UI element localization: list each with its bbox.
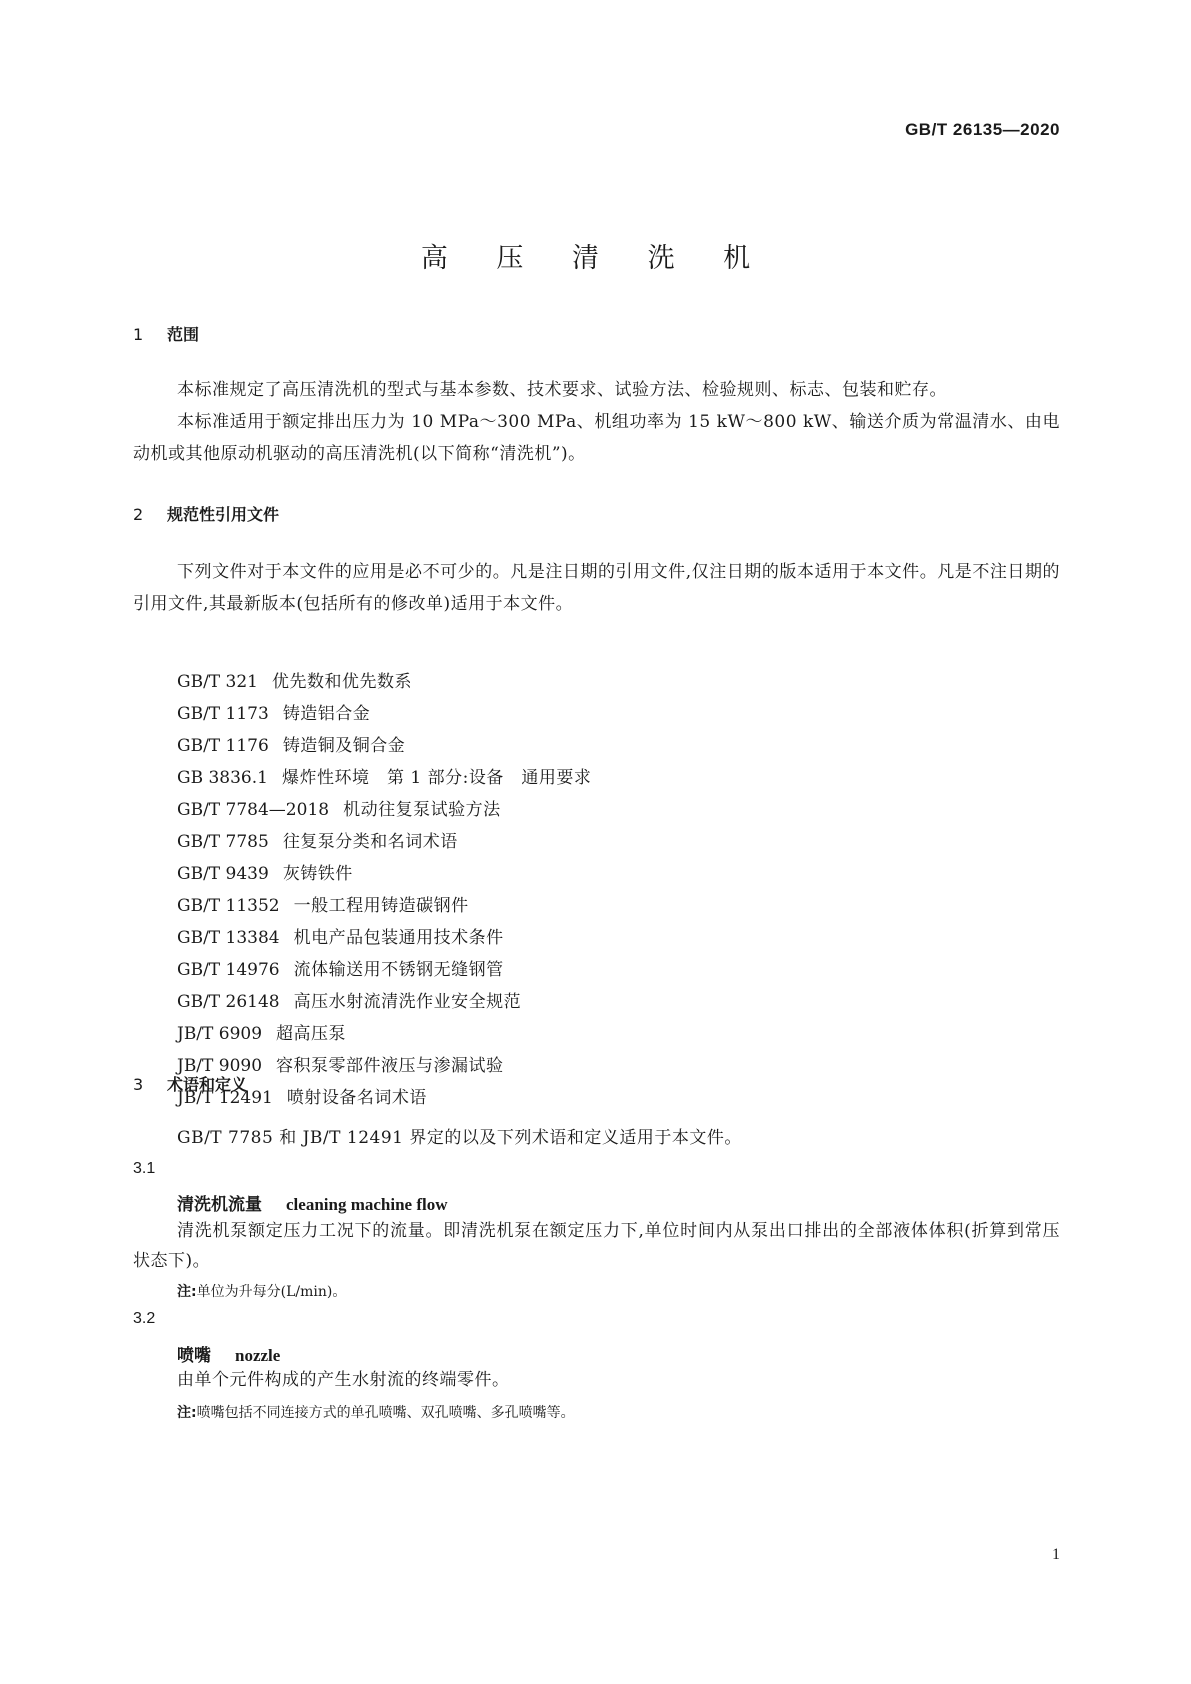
reference-title: 高压水射流清洗作业安全规范 — [293, 992, 522, 1012]
reference-item — [177, 1018, 1057, 1050]
section-number: 1 — [133, 325, 144, 344]
document-title: 高 压 清 洗 机 — [420, 243, 771, 274]
term-definition: 清洗机泵额定压力工况下的流量。即清洗机泵在额定压力下,单位时间内从泵出口排出的全部液体体积(折算到常压状态下)。 — [133, 1221, 1060, 1271]
section-number: 2 — [133, 505, 144, 524]
note-label: 注: — [177, 1405, 197, 1421]
standard-number: GB/T 26135—2020 — [905, 120, 1060, 139]
reference-title: 爆炸性环境 第 1 部分:设备 通用要求 — [281, 768, 592, 788]
term-heading — [177, 1341, 280, 1366]
reference-code: GB 3836.1 — [177, 768, 268, 788]
reference-code: JB/T 12491 — [177, 1088, 273, 1108]
term-note — [177, 1402, 575, 1422]
reference-item — [177, 858, 1057, 890]
section-1-heading — [133, 322, 199, 345]
references-intro: 下列文件对于本文件的应用是必不可少的。凡是注日期的引用文件,仅注日期的版本适用于本文件。凡是不注日期的引用文件,其最新版本(包括所有的修改单)适用于本文件。 — [133, 562, 1060, 614]
reference-code: GB/T 1173 — [177, 704, 269, 724]
note-text: 喷嘴包括不同连接方式的单孔喷嘴、双孔喷嘴、多孔喷嘴等。 — [196, 1405, 575, 1421]
reference-code: GB/T 11352 — [177, 896, 280, 916]
section-title: 术语和定义 — [167, 1075, 248, 1094]
scope-paragraph-1: 本标准规定了高压清洗机的型式与基本参数、技术要求、试验方法、检验规则、标志、包装和贮存。 — [177, 380, 947, 400]
reference-item — [177, 954, 1057, 986]
reference-code: GB/T 14976 — [177, 960, 280, 980]
reference-item — [177, 698, 1057, 730]
reference-title: 机电产品包装通用技术条件 — [293, 928, 504, 948]
reference-title: 往复泵分类和名词术语 — [282, 832, 458, 852]
reference-item — [177, 794, 1057, 826]
reference-item — [177, 1050, 1057, 1082]
reference-code: JB/T 9090 — [177, 1056, 263, 1076]
term-number: 3.2 — [133, 1310, 156, 1327]
reference-code: GB/T 13384 — [177, 928, 280, 948]
reference-title: 喷射设备名词术语 — [286, 1088, 427, 1108]
reference-code: GB/T 7784—2018 — [177, 800, 330, 820]
reference-title: 一般工程用铸造碳钢件 — [293, 896, 469, 916]
section-title: 范围 — [167, 325, 200, 344]
reference-code: GB/T 26148 — [177, 992, 280, 1012]
note-text: 单位为升每分(L/min)。 — [196, 1284, 347, 1300]
reference-item — [177, 922, 1057, 954]
reference-title: 铸造铝合金 — [282, 704, 371, 724]
term-en: cleaning machine flow — [286, 1195, 448, 1214]
reference-item — [177, 762, 1057, 794]
reference-title: 流体输送用不锈钢无缝钢管 — [293, 960, 504, 980]
term-heading — [177, 1190, 448, 1215]
reference-item — [177, 730, 1057, 762]
section-title: 规范性引用文件 — [167, 505, 280, 524]
reference-item — [177, 826, 1057, 858]
reference-list — [177, 666, 1057, 1114]
page-number: 1 — [1052, 1546, 1060, 1563]
term-zh: 清洗机流量 — [177, 1195, 262, 1215]
reference-item — [177, 1082, 1057, 1114]
term-note — [177, 1281, 346, 1301]
section-2-heading — [133, 502, 279, 525]
term-zh: 喷嘴 — [177, 1346, 211, 1366]
reference-item — [177, 890, 1057, 922]
reference-code: GB/T 321 — [177, 672, 258, 692]
reference-code: GB/T 1176 — [177, 736, 269, 756]
section-number: 3 — [133, 1075, 144, 1094]
reference-title: 铸造铜及铜合金 — [282, 736, 406, 756]
reference-title: 机动往复泵试验方法 — [343, 800, 501, 820]
reference-title: 优先数和优先数系 — [272, 672, 412, 692]
note-label: 注: — [177, 1284, 197, 1300]
term-number: 3.1 — [133, 1160, 156, 1177]
reference-title: 灰铸铁件 — [282, 864, 353, 884]
term-definition: 由单个元件构成的产生水射流的终端零件。 — [177, 1370, 510, 1390]
reference-item — [177, 986, 1057, 1018]
term-en: nozzle — [235, 1346, 281, 1365]
reference-title: 容积泵零部件液压与渗漏试验 — [276, 1056, 504, 1076]
reference-title: 超高压泵 — [276, 1024, 347, 1044]
scope-paragraph-2: 本标准适用于额定排出压力为 10 MPa～300 MPa、机组功率为 15 kW～800 kW、输送介质为常温清水、由电动机或其他原动机驱动的高压清洗机(以下简称“清洗机”)。 — [133, 412, 1060, 464]
terms-intro: GB/T 7785 和 JB/T 12491 界定的以及下列术语和定义适用于本文件。 — [177, 1128, 742, 1148]
section-3-heading — [133, 1072, 247, 1095]
reference-code: GB/T 9439 — [177, 864, 269, 884]
reference-code: JB/T 6909 — [177, 1024, 263, 1044]
reference-code: GB/T 7785 — [177, 832, 269, 852]
reference-item — [177, 666, 1057, 698]
